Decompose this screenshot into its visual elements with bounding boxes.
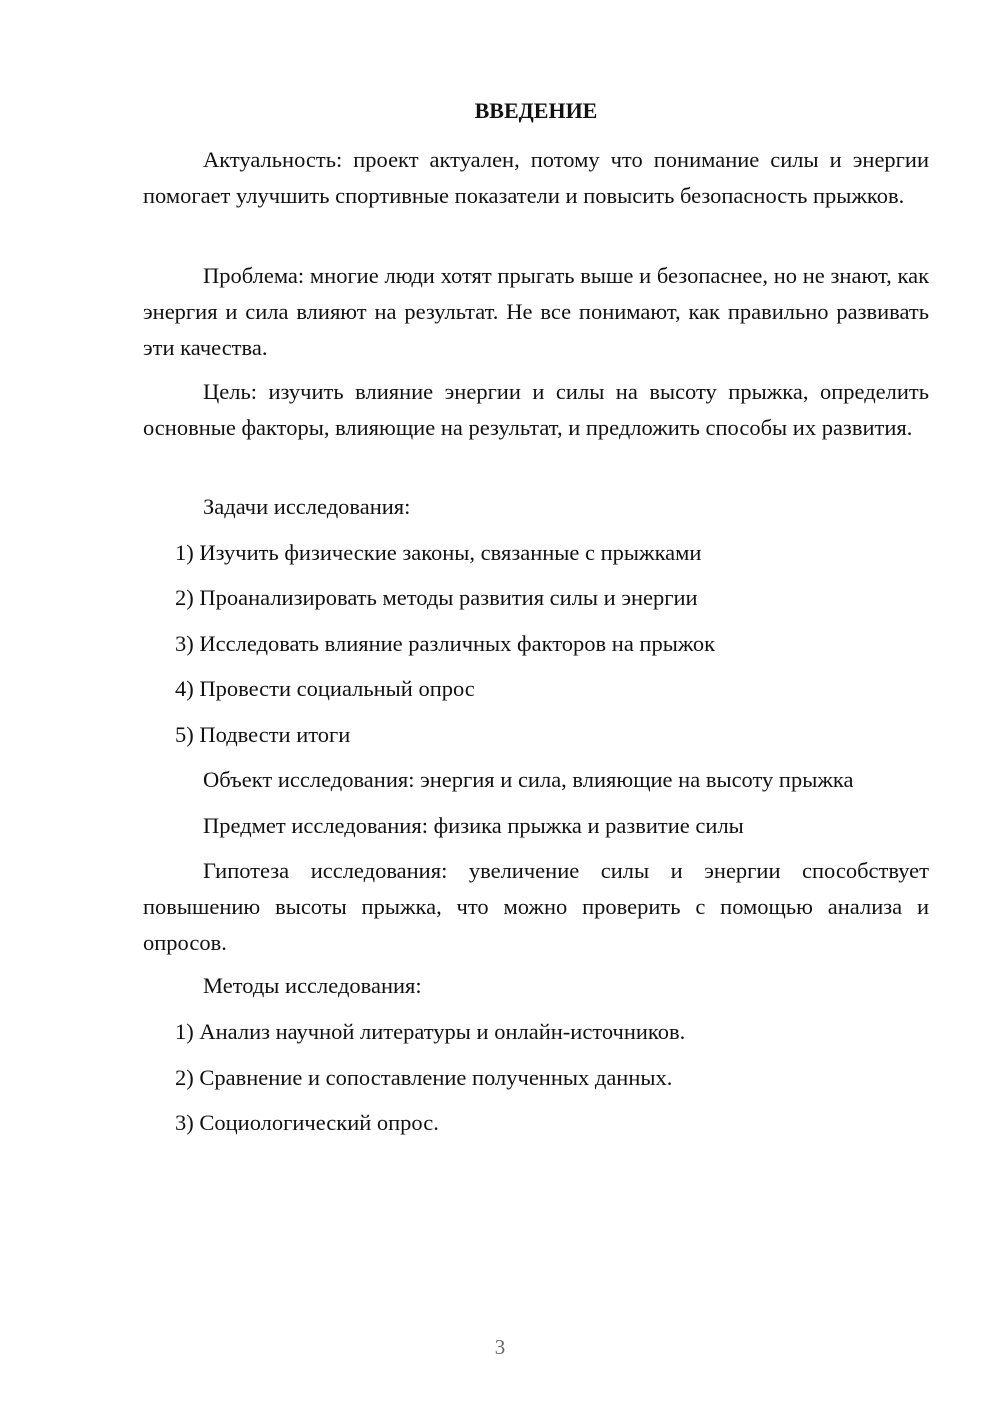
task-item: 2) Проанализировать методы развития силы и энергии [175, 585, 698, 610]
methods-title: Методы исследования: [203, 973, 422, 998]
method-item: 1) Анализ научной литературы и онлайн-источников. [175, 1019, 686, 1044]
task-item: 4) Провести социальный опрос [175, 676, 475, 701]
task-item: 3) Исследовать влияние различных факторов на прыжок [175, 631, 715, 656]
hypothesis-paragraph: Гипотеза исследования: увеличение силы и энергии способствует повышению высоты прыжка, что можно проверить с помощью анализа и опросов. [143, 858, 929, 955]
method-item: 2) Сравнение и сопоставление полученных данных. [175, 1065, 673, 1090]
subject-paragraph: Предмет исследования: физика прыжка и развитие силы [203, 813, 744, 838]
task-item: 1) Изучить физические законы, связанные с прыжками [175, 540, 702, 565]
goal-paragraph: Цель: изучить влияние энергии и силы на высоту прыжка, определить основные факторы, влияющие на результат, и предложить способы их развития. [143, 379, 929, 440]
object-paragraph: Объект исследования: энергия и сила, влияющие на высоту прыжка [203, 767, 854, 792]
tasks-title: Задачи исследования: [203, 494, 411, 519]
page-number: 3 [494, 1335, 506, 1359]
relevance-paragraph: Актуальность: проект актуален, потому что понимание силы и энергии помогает улучшить спортивные показатели и повысить безопасность прыжков. [143, 147, 929, 208]
problem-paragraph: Проблема: многие люди хотят прыгать выше и безопаснее, но не знают, как энергия и сила влияют на результат. Не все понимают, как правильно развивать эти качества. [143, 263, 929, 360]
task-item: 5) Подвести итоги [175, 722, 351, 747]
page-title: ВВЕДЕНИЕ [474, 98, 598, 123]
method-item: 3) Социологический опрос. [175, 1110, 439, 1135]
